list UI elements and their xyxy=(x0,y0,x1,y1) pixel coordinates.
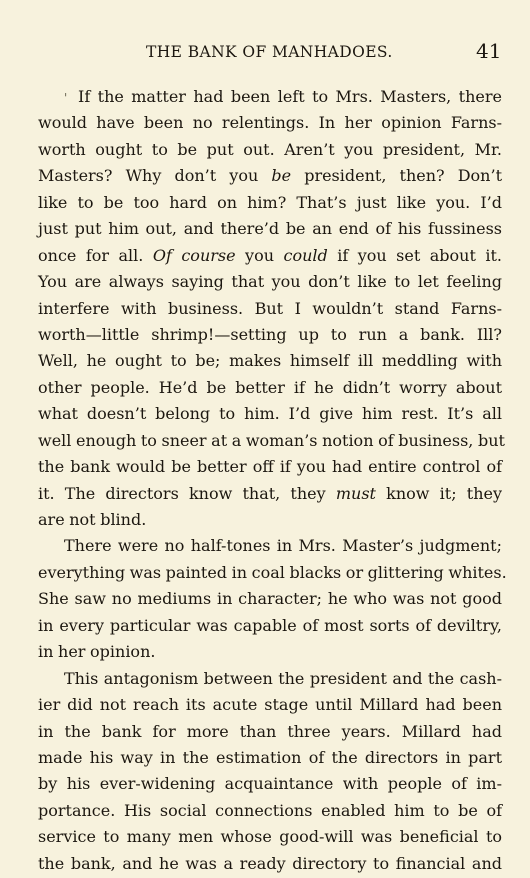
italic-emphasis: Of course xyxy=(152,245,236,265)
text-line: what doesn’t belong to him. I’d give him rest. It’s all xyxy=(38,404,502,424)
page-header xyxy=(0,39,530,65)
text-line: She saw no mediums in character; he who was not good xyxy=(38,589,502,609)
body-text xyxy=(38,84,507,877)
paragraph-end-line: in her opinion. xyxy=(38,642,156,662)
text-line: worth ought to be put out. Aren’t you president, Mr. xyxy=(38,139,502,159)
italic-emphasis: must xyxy=(335,483,376,503)
text-line: in every particular was capable of most sorts of deviltry, xyxy=(38,615,502,635)
text-line: the bank would be better off if you had entire control of xyxy=(38,457,502,477)
text-line: well enough to sneer at a woman’s notion of business, but xyxy=(38,430,505,450)
running-head: THE BANK OF MANHADOES. xyxy=(146,43,393,61)
text-line: once for all. Of course you could if you set about it. xyxy=(38,245,503,265)
text-line: would have been no relentings. In her opinion Farns- xyxy=(38,113,502,133)
text-line: by his ever-widening acquaintance with people of im- xyxy=(38,774,502,794)
text-line: This antagonism between the president and the cash- xyxy=(64,668,502,688)
text-line: other people. He’d be better if he didn’t worry about xyxy=(38,377,502,397)
text-line: There were no half-tones in Mrs. Master’s judgment; xyxy=(64,536,502,556)
italic-emphasis: be xyxy=(271,166,292,186)
page-number: 41 xyxy=(476,39,502,63)
text-line: made his way in the estimation of the directors in part xyxy=(38,747,502,767)
text-line: ier did not reach its acute stage until Millard had been xyxy=(38,695,502,715)
text-line: like to be too hard on him? That’s just like you. I’d xyxy=(38,192,502,212)
stray-mark: ' xyxy=(64,91,68,105)
text-line: it. The directors know that, they must know it; they xyxy=(38,483,503,503)
italic-emphasis: could xyxy=(283,245,328,265)
text-line: portance. His social connections enabled him to be of xyxy=(38,800,502,820)
text-line: in the bank for more than three years. Millard had xyxy=(38,721,502,741)
text-line: just put him out, and there’d be an end of his fussiness xyxy=(38,219,502,239)
text-line: ' If the matter had been left to Mrs. Masters, there xyxy=(38,84,502,110)
text-line: service to many men whose good-will was beneficial to xyxy=(38,827,502,847)
text-line: everything was painted in coal blacks or glittering whites. xyxy=(38,562,507,582)
text-line: Masters? Why don’t you be president, then? Don’t xyxy=(38,166,503,186)
text-line: worth—little shrimp!—setting up to run a bank. Ill? xyxy=(38,324,502,344)
text-line: Well, he ought to be; makes himself ill meddling with xyxy=(38,351,502,371)
paragraph-end-line: are not blind. xyxy=(38,510,147,529)
text-line: the bank, and he was a ready directory to financial and xyxy=(38,853,502,873)
text-line: interfere with business. But I wouldn’t stand Farns- xyxy=(38,298,502,318)
text-line: You are always saying that you don’t like to let feeling xyxy=(38,272,502,292)
